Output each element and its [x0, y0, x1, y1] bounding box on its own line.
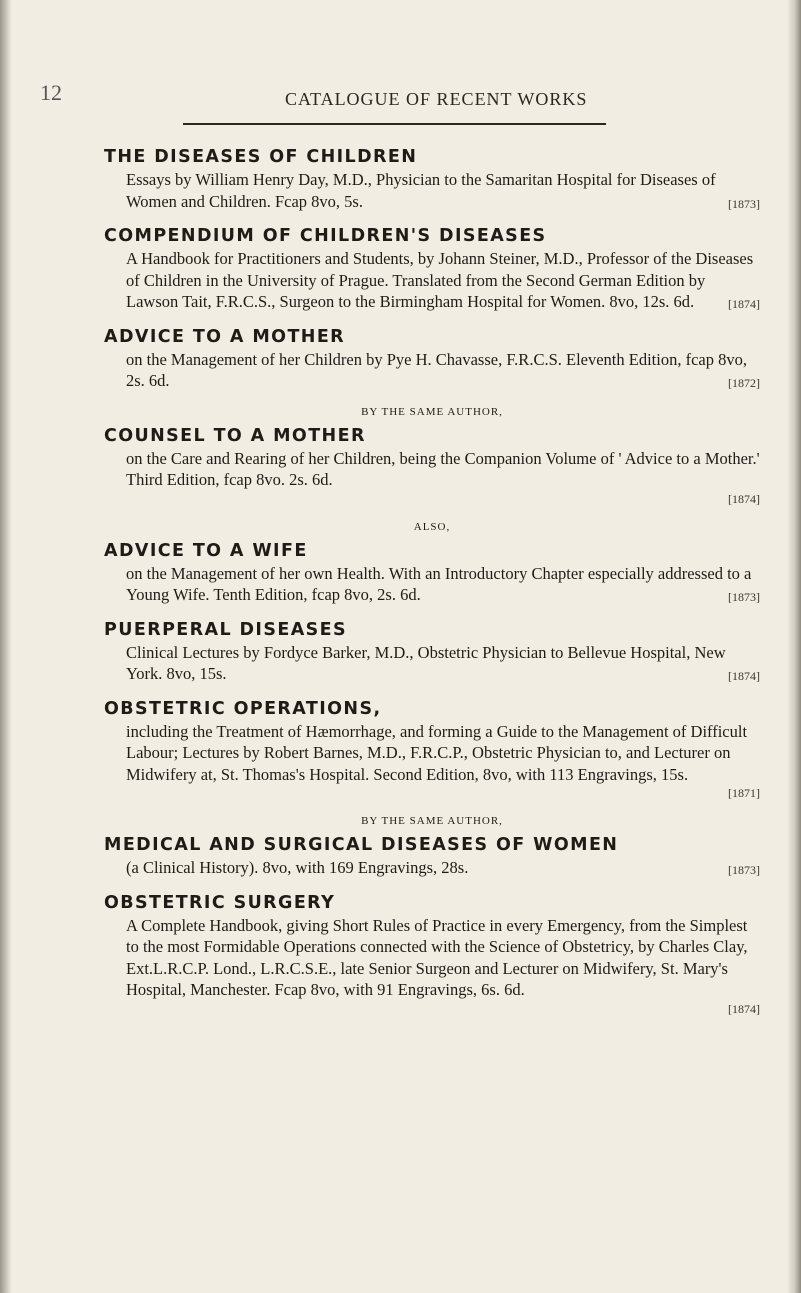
entry-year: [1873] — [728, 196, 760, 211]
entry-description — [126, 563, 760, 606]
catalogue-entry — [104, 618, 760, 685]
entry-title: COMPENDIUM OF CHILDREN'S DISEASES — [104, 226, 547, 246]
catalogue-entry — [104, 325, 760, 392]
catalogue-entry — [104, 424, 760, 507]
running-title: CATALOGUE OF RECENT WORKS — [285, 89, 588, 109]
catalogue-entry — [104, 891, 760, 1017]
entry-description: including the Treatment of Hæmorrhage, and forming a Guide to the Management of Difficult Labour; Lectures by Robert Barnes, M.D., F.R.C.P., Obstetric Physician to, and Lecturer on Midwifery at, St. Thomas's Hospital. Second Edition, 8vo, with 113 Engravings, 15s. — [126, 721, 748, 784]
entry-year: [1871] — [728, 786, 760, 800]
catalogue-entry — [104, 145, 760, 212]
same-author-note: BY THE SAME AUTHOR, — [361, 815, 503, 827]
entry-description-text: Clinical Lectures by Fordyce Barker, M.D., Obstetric Physician to Bellevue Hospital, New York. 8vo, 15s. — [126, 642, 726, 683]
entry-description — [126, 169, 760, 212]
entry-description: on the Care and Rearing of her Children, being the Companion Volume of ' Advice to a Mother.' Third Edition, fcap 8vo. 2s. 6d. — [126, 448, 760, 489]
entry-title: ADVICE TO A MOTHER — [104, 326, 346, 347]
catalogue-entry — [104, 697, 760, 802]
entry-description — [126, 857, 760, 879]
entry-description-text: A Handbook for Practitioners and Students, by Johann Steiner, M.D., Professor of the Diseases of Children in the University of Prague. Translated from the Second German Edition by Lawson Tait, F.R.C.S., Surgeon to the Birmingham Hospital for Women. 8vo, 12s. 6d. — [126, 249, 754, 311]
entry-title: THE DISEASES OF CHILDREN — [104, 147, 418, 167]
entry-title: MEDICAL AND SURGICAL DISEASES OF WOMEN — [104, 835, 619, 855]
entry-description — [126, 642, 760, 685]
entry-description-text: (a Clinical History). 8vo, with 169 Engravings, 28s. — [126, 858, 469, 877]
entry-year: [1874] — [728, 491, 760, 506]
entry-year: [1874] — [728, 1001, 760, 1016]
entry-title: PUERPERAL DISEASES — [104, 619, 348, 640]
entry-description-text: on the Management of her own Health. With an Introductory Chapter especially addressed to a Young Wife. Tenth Edition, fcap 8vo, 2s. 6d. — [126, 563, 752, 604]
catalogue-entry — [104, 539, 760, 606]
catalogue-entries — [104, 145, 760, 1029]
entry-description — [126, 248, 760, 313]
entry-year: [1872] — [728, 376, 760, 390]
also-note: ALSO, — [413, 520, 451, 533]
same-author-note: BY THE SAME AUTHOR, — [361, 405, 503, 418]
entry-year: [1873] — [728, 590, 760, 604]
book-spine-shadow — [0, 0, 12, 1293]
catalogue-entry — [104, 833, 760, 879]
entry-title: ADVICE TO A WIFE — [104, 540, 308, 561]
entry-description-text: Essays by William Henry Day, M.D., Physician to the Samaritan Hospital for Diseases of Women and Children. Fcap 8vo, 5s. — [126, 170, 716, 211]
entry-year: [1874] — [728, 669, 760, 683]
header-rule — [183, 123, 606, 125]
entry-description: A Complete Handbook, giving Short Rules of Practice in every Emergency, from the Simplest to the most Formidable Operations connected with the Science of Obstetricy, by Charles Clay, Ext.L.R.C.P. Lond., L.R.C.S.E., late Senior Surgeon and Lecturer on Midwifery, St. Mary's Hospital, Manchester. Fcap 8vo, with 91 Engravings, 6s. 6d. — [126, 915, 748, 999]
entry-year: [1873] — [728, 863, 760, 877]
entry-title: COUNSEL TO A MOTHER — [104, 425, 366, 446]
entry-title: OBSTETRIC SURGERY — [104, 892, 336, 913]
entry-year: [1874] — [728, 297, 760, 311]
entry-description — [126, 349, 760, 392]
entry-title: OBSTETRIC OPERATIONS, — [104, 698, 382, 719]
catalogue-entry — [104, 224, 760, 313]
page-number: 12 — [40, 80, 62, 105]
page-edge-shadow — [787, 0, 801, 1293]
entry-description-text: on the Management of her Children by Pye H. Chavasse, F.R.C.S. Eleventh Edition, fcap 8vo, 2s. 6d. — [126, 349, 747, 390]
